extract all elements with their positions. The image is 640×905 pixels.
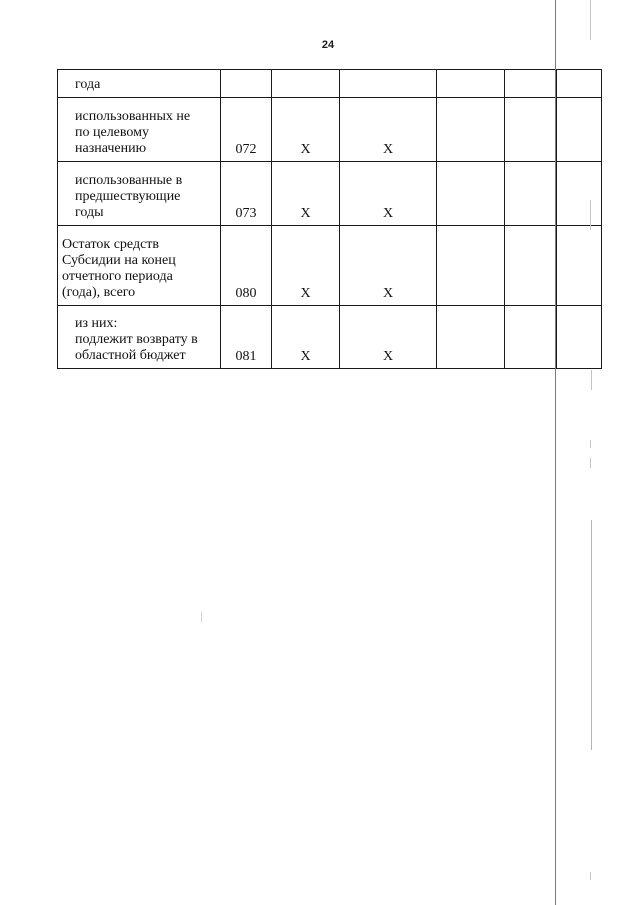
value-cell [437, 98, 505, 162]
table-row [58, 98, 602, 162]
value-cell [557, 306, 602, 369]
table-row [58, 70, 602, 98]
value-cell: X [340, 98, 437, 162]
value-cell [505, 98, 557, 162]
value-cell: X [340, 226, 437, 306]
scan-artifact-line [590, 0, 591, 40]
scan-artifact-line [591, 520, 592, 750]
scan-artifact-line [590, 200, 591, 230]
table-row [58, 226, 602, 306]
row-label: использованные в предшествующие годы [75, 173, 183, 220]
line-code-cell [221, 70, 272, 98]
value-cell [557, 98, 602, 162]
value-cell [437, 226, 505, 306]
scan-artifact-line [555, 0, 556, 905]
value-cell [505, 226, 557, 306]
page-number: 24 [321, 39, 335, 51]
row-label: из них: подлежит возврату в областной бюджет [75, 316, 198, 363]
value-cell: X [272, 98, 340, 162]
value-cell [505, 306, 557, 369]
scan-artifact-line [590, 440, 591, 448]
report-table [57, 69, 602, 369]
row-label-cell [58, 226, 221, 306]
row-label-cell [58, 70, 221, 98]
value-cell [437, 162, 505, 226]
value-cell: X [340, 306, 437, 369]
table-row [58, 162, 602, 226]
row-label: использованных не по целевому назначению [75, 109, 191, 156]
line-code-cell: 081 [221, 306, 272, 369]
value-cell [505, 70, 557, 98]
value-cell [437, 70, 505, 98]
value-cell [557, 226, 602, 306]
row-label: года [75, 77, 101, 92]
scan-artifact-line [590, 458, 591, 468]
value-cell: X [340, 162, 437, 226]
value-cell: X [272, 306, 340, 369]
value-cell [272, 70, 340, 98]
row-label-cell [58, 98, 221, 162]
value-cell: X [272, 226, 340, 306]
value-cell [505, 162, 557, 226]
row-label: Остаток средств Субсидии на конец отчетного периода (года), всего [62, 237, 176, 300]
table-row [58, 306, 602, 369]
line-code-cell: 080 [221, 226, 272, 306]
value-cell [557, 162, 602, 226]
line-code-cell: 073 [221, 162, 272, 226]
value-cell [340, 70, 437, 98]
scan-artifact-line [201, 612, 202, 622]
value-cell: X [272, 162, 340, 226]
value-cell [557, 70, 602, 98]
row-label-cell [58, 306, 221, 369]
scan-artifact-line [590, 872, 591, 880]
scan-artifact-line [591, 370, 592, 390]
value-cell [437, 306, 505, 369]
row-label-cell [58, 162, 221, 226]
line-code-cell: 072 [221, 98, 272, 162]
